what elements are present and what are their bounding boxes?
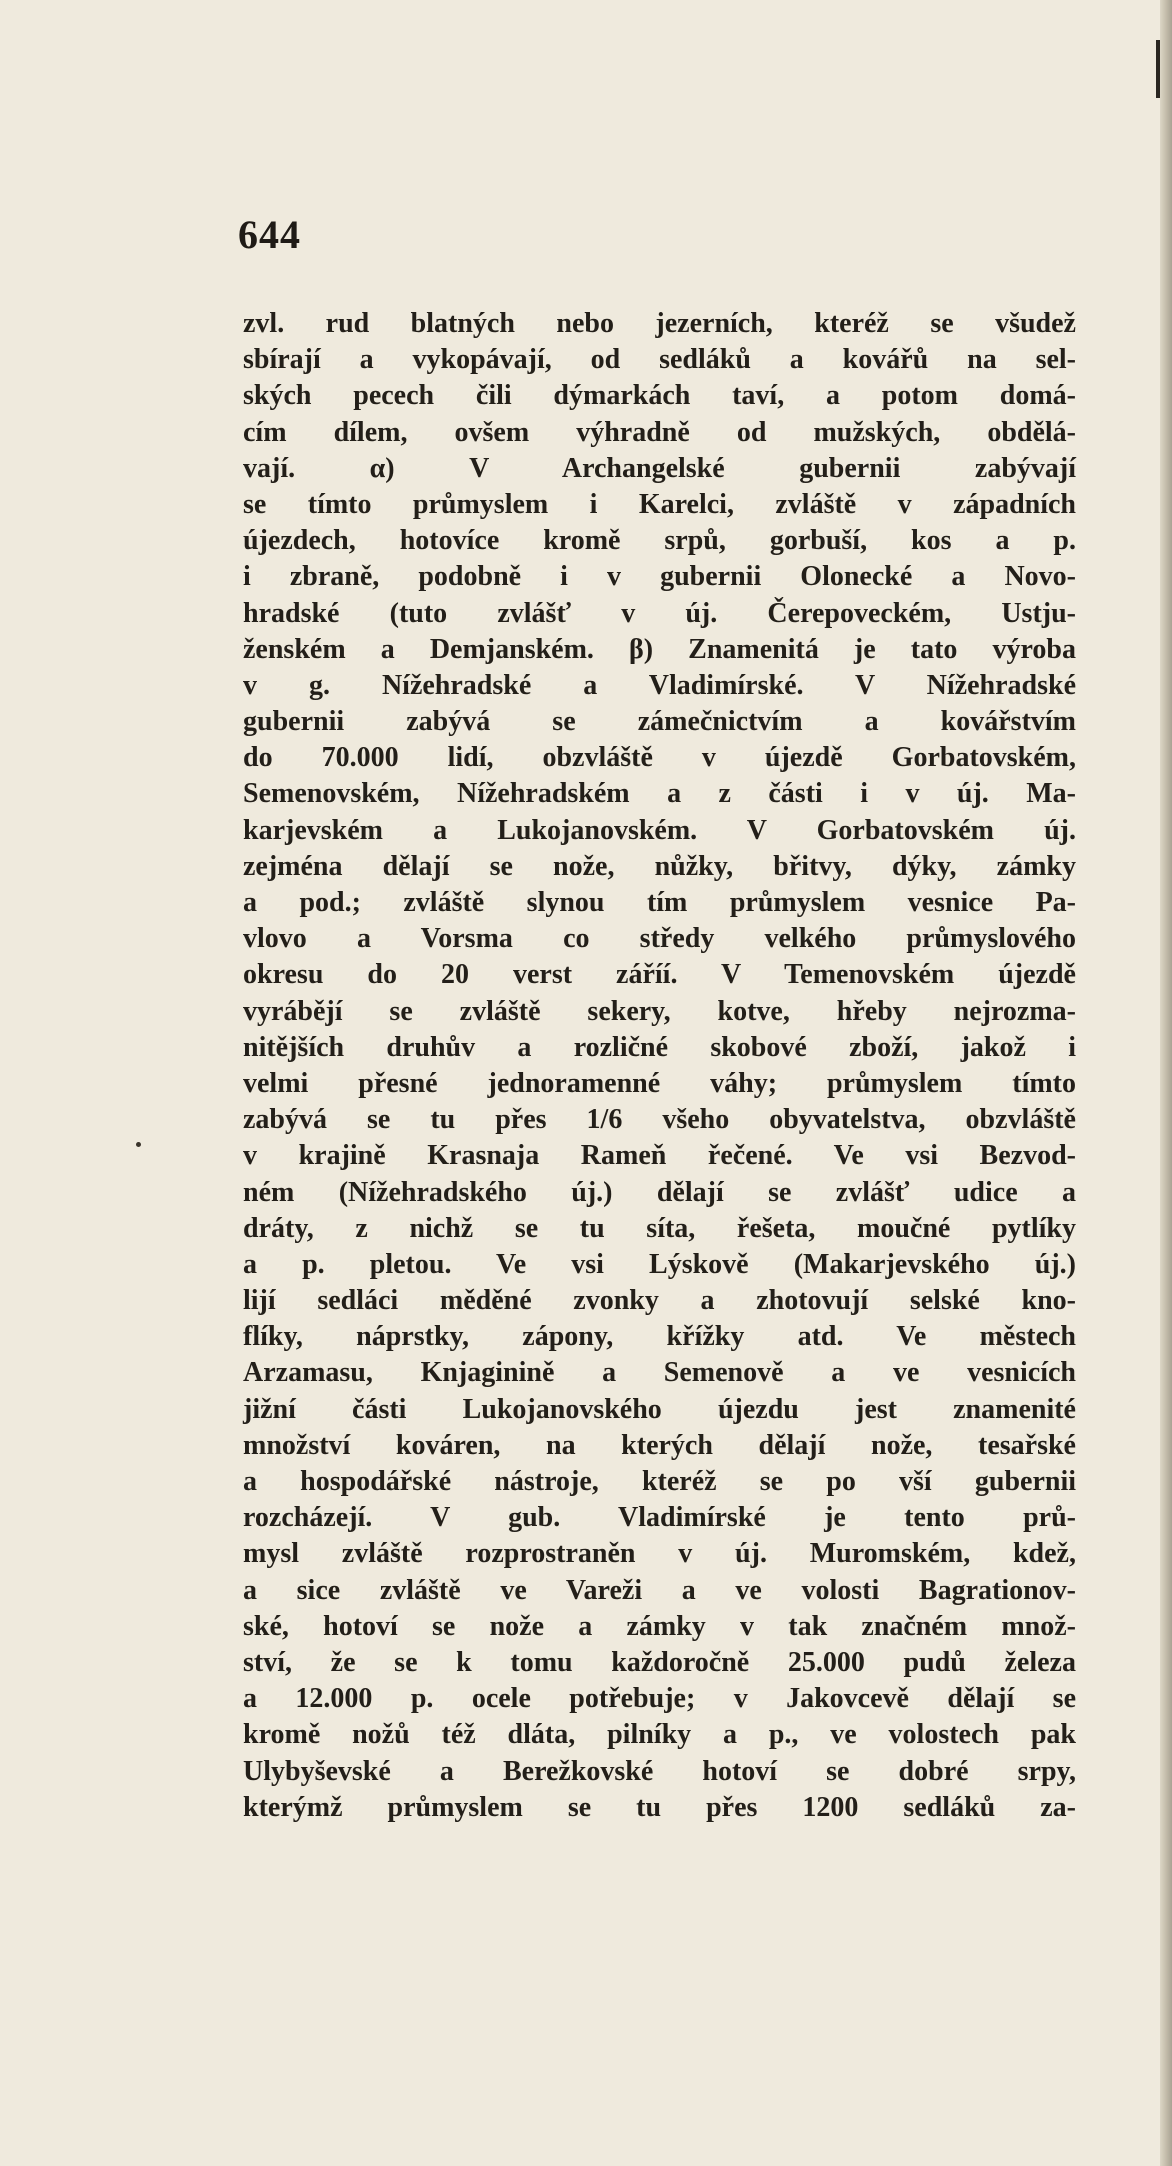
- text-line: v g. Nížehradské a Vladimírské. V Nížehradské: [243, 669, 1076, 701]
- page-number: 644: [238, 212, 301, 257]
- text-line: cím dílem, ovšem výhradně od mužských, obdělá-: [243, 416, 1076, 448]
- text-line: flíky, náprstky, zápony, křížky atd. Ve městech: [243, 1321, 1076, 1353]
- text-line: ské, hotoví se nože a zámky v tak značném množ-: [243, 1610, 1076, 1642]
- text-line: kromě nožů též dláta, pilníky a p., ve volostech pak: [243, 1719, 1076, 1751]
- text-line: velmi přesné jednoramenné váhy; průmyslem tímto: [243, 1067, 1076, 1099]
- text-line: do 70.000 lidí, obzvláště v újezdě Gorbatovském,: [243, 742, 1076, 774]
- text-line: a hospodářské nástroje, kteréž se po vší gubernii: [243, 1466, 1076, 1497]
- text-line: a sice zvláště ve Vareži a ve volosti Bagrationov-: [243, 1574, 1076, 1606]
- text-line: vají. α) V Archangelské gubernii zabývají: [243, 452, 1076, 484]
- text-line: jižní části Lukojanovského újezdu jest znamenité: [243, 1393, 1076, 1425]
- text-line: zabývá se tu přes 1/6 všeho obyvatelstva, obzvláště: [243, 1104, 1076, 1136]
- text-line: Arzamasu, Knjaginině a Semenově a ve vesnicích: [243, 1357, 1076, 1389]
- text-line: a 12.000 p. ocele potřebuje; v Jakovcevě dělají se: [243, 1683, 1076, 1715]
- text-line: dráty, z nichž se tu síta, řešeta, moučné pytlíky: [243, 1212, 1076, 1244]
- text-line: zvl. rud blatných nebo jezerních, kteréž se všudež: [243, 308, 1076, 339]
- text-line: a pod.; zvláště slynou tím průmyslem vesnice Pa-: [243, 887, 1076, 918]
- text-line: zejména dělají se nože, nůžky, břitvy, dýky, zámky: [243, 850, 1076, 882]
- text-line: okresu do 20 verst záříí. V Temenovském újezdě: [243, 959, 1076, 991]
- text-line: ženském a Demjanském. β) Znamenitá je tato výroba: [243, 633, 1076, 665]
- text-line: v krajině Krasnaja Rameň řečené. Ve vsi Bezvod-: [243, 1140, 1076, 1172]
- text-line: množství kováren, na kterých dělají nože, tesařské: [243, 1429, 1076, 1461]
- text-line: ném (Nížehradského új.) dělají se zvlášť udice a: [243, 1176, 1076, 1208]
- text-line: karjevském a Lukojanovském. V Gorbatovském új.: [243, 814, 1076, 846]
- text-line: Semenovském, Nížehradském a z části i v új. Ma-: [243, 778, 1076, 810]
- text-line: mysl zvláště rozprostraněn v új. Muromském, kdež,: [243, 1538, 1076, 1570]
- ink-speck: [136, 1142, 141, 1147]
- text-line: vyrábějí se zvláště sekery, kotve, hřeby nejrozma-: [243, 995, 1076, 1027]
- text-line: lijí sedláci měděné zvonky a zhotovují selské kno-: [243, 1285, 1076, 1317]
- body-text: [243, 306, 1076, 1826]
- text-line: Ulybyševské a Berežkovské hotoví se dobré srpy,: [243, 1755, 1076, 1787]
- text-line: ských pecech čili dýmarkách taví, a potom domá-: [243, 380, 1076, 412]
- binding-mark: [1156, 40, 1160, 98]
- text-line: hradské (tuto zvlášť v új. Čerepoveckém, Ustju-: [243, 597, 1076, 629]
- text-line: újezdech, hotovíce kromě srpů, gorbuší, kos a p.: [243, 525, 1076, 557]
- text-line: sbírají a vykopávají, od sedláků a kovářů na sel-: [243, 344, 1076, 376]
- text-line: rozcházejí. V gub. Vladimírské je tento prů-: [243, 1502, 1076, 1534]
- text-line: a p. pletou. Ve vsi Lýskově (Makarjevského új.): [243, 1248, 1076, 1280]
- text-line: kterýmž průmyslem se tu přes 1200 sedláků za-: [243, 1791, 1076, 1823]
- text-line: vlovo a Vorsma co středy velkého průmyslového: [243, 923, 1076, 955]
- text-line: nitějších druhův a rozličné skobové zboží, jakož i: [243, 1031, 1076, 1063]
- text-line: se tímto průmyslem i Karelci, zvláště v západních: [243, 488, 1076, 520]
- page-edge: [1160, 0, 1172, 2166]
- text-line: gubernii zabývá se zámečnictvím a kovářstvím: [243, 706, 1076, 738]
- text-line: ství, že se k tomu každoročně 25.000 pudů železa: [243, 1646, 1076, 1678]
- text-line: i zbraně, podobně i v gubernii Olonecké a Novo-: [243, 561, 1076, 593]
